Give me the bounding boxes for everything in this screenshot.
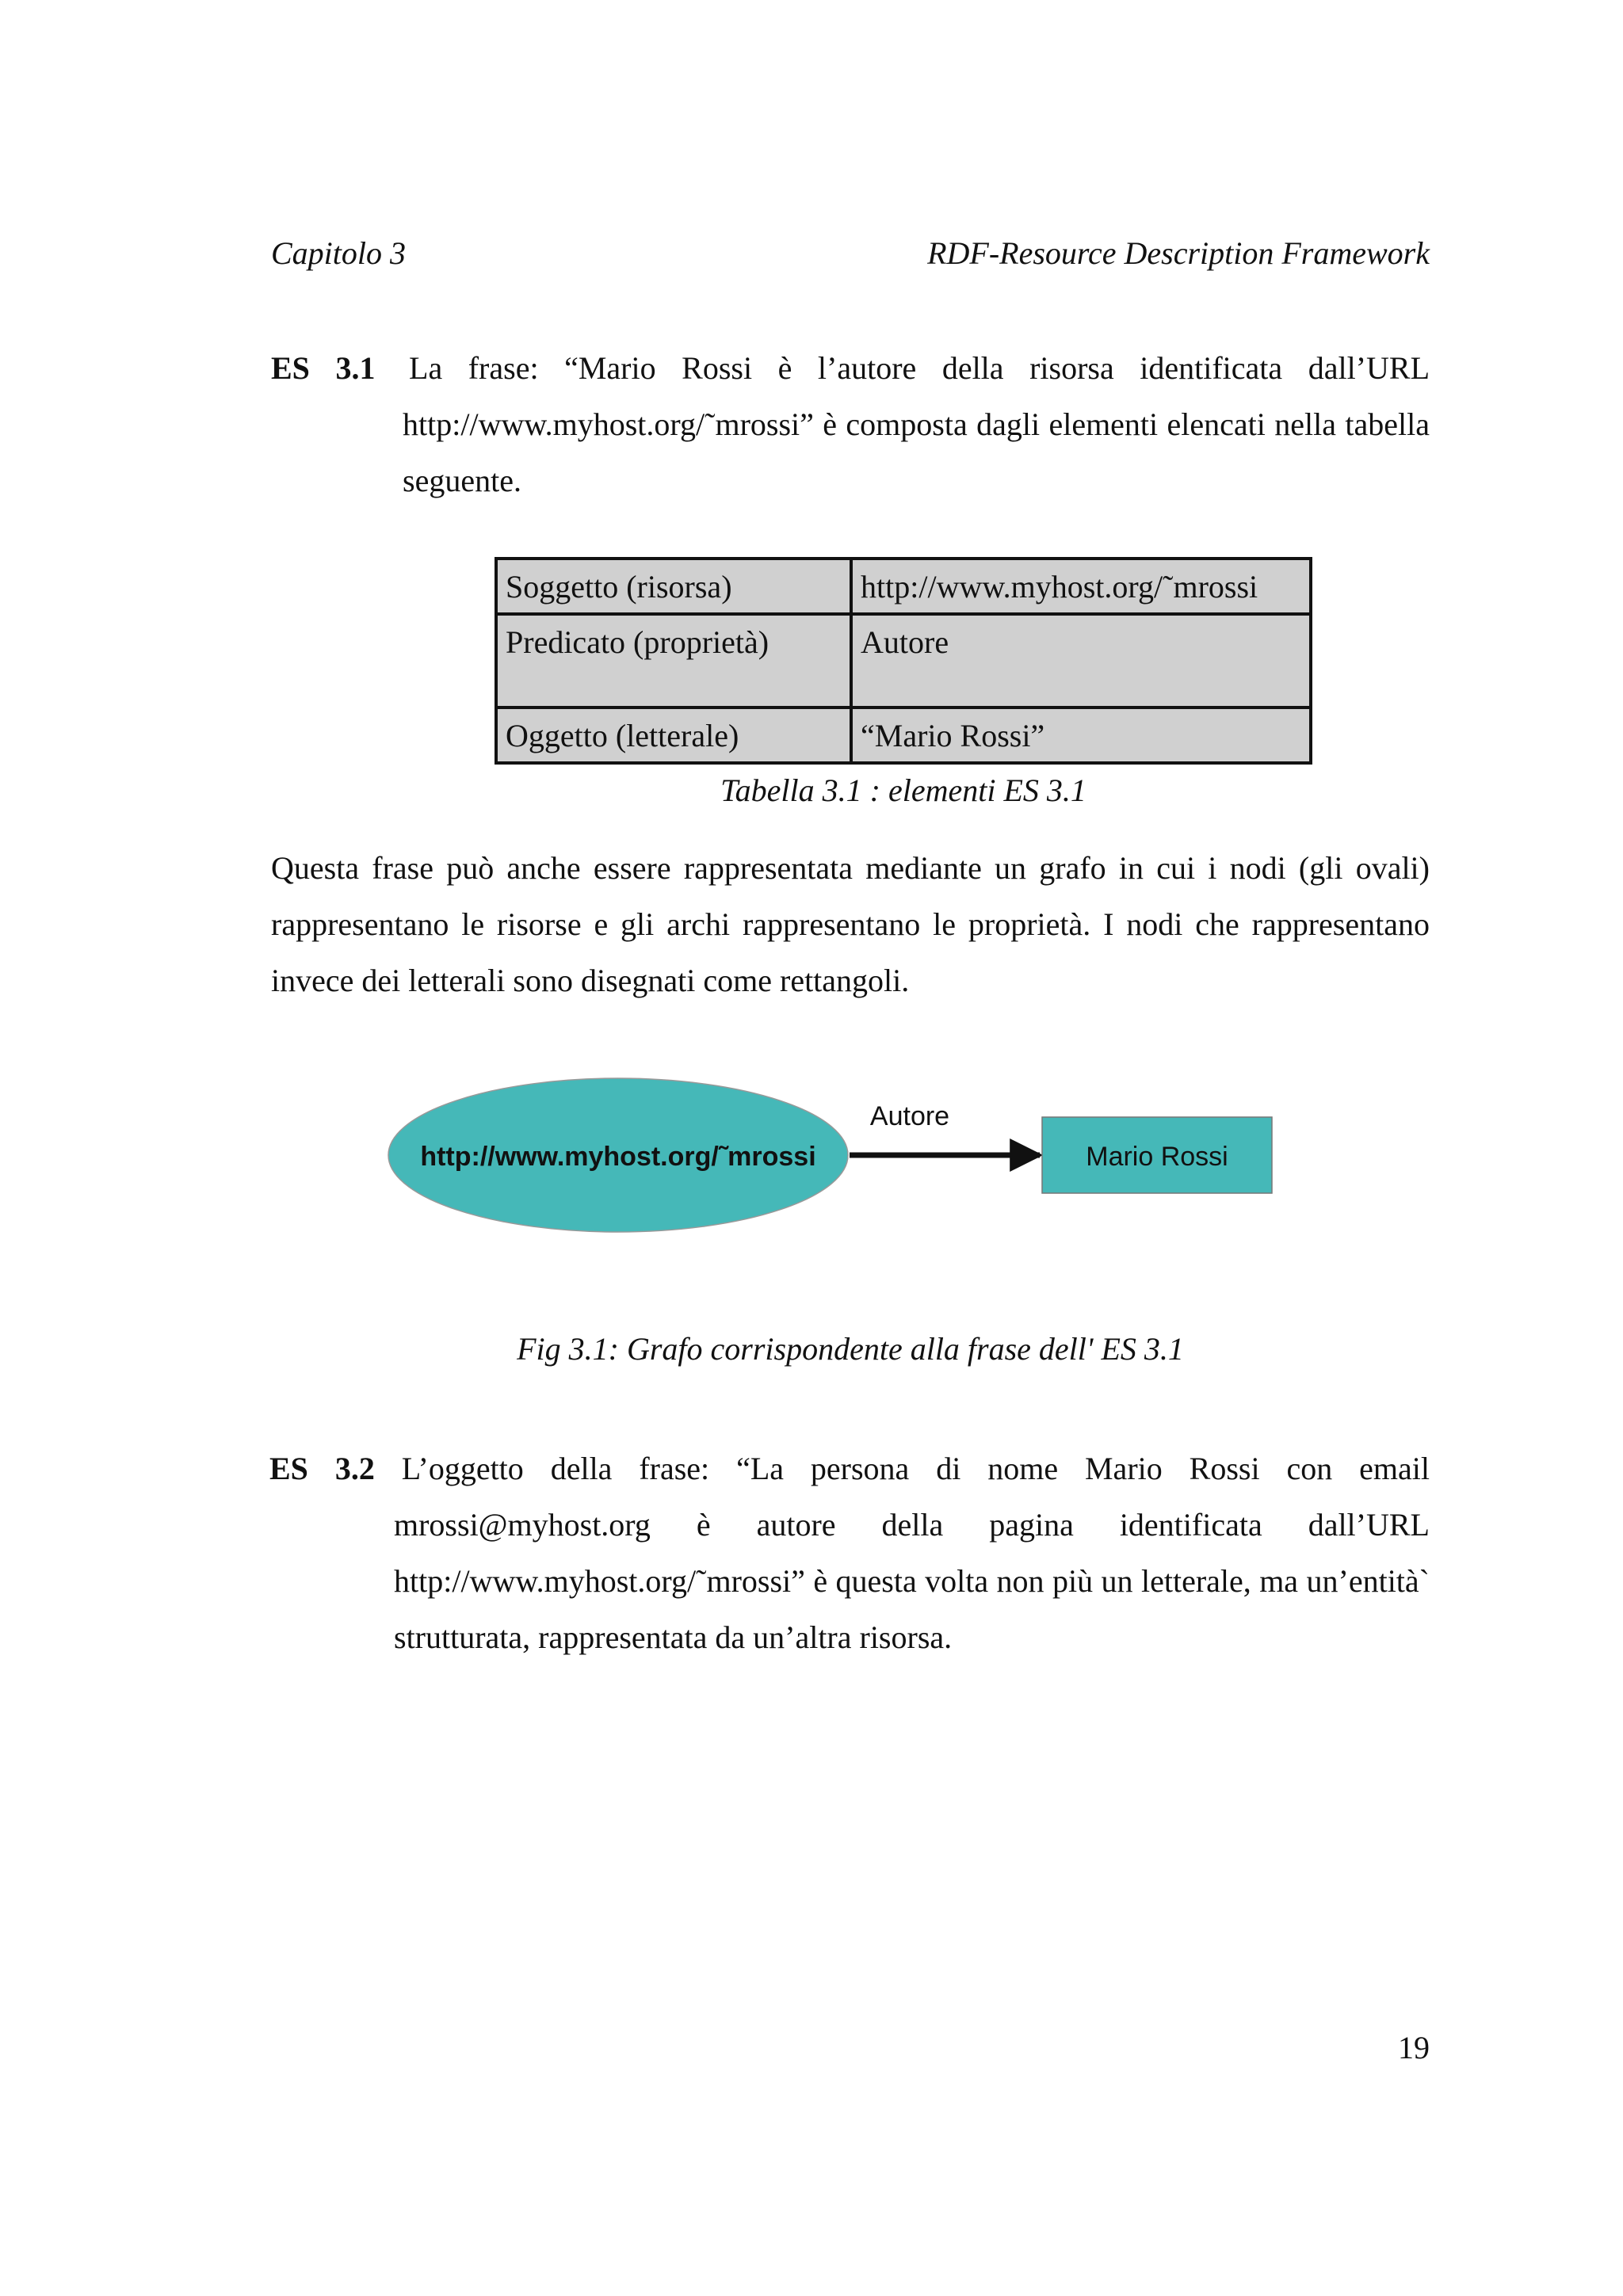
body-paragraph-text: Questa frase può anche essere rappresentata mediante un grafo in cui i nodi (gli ovali) rappresentano le risorse e gli archi rappresentano le proprietà. I nodi che rappresentano invece dei letterali sono disegnati come rettangoli. — [271, 850, 1430, 998]
table-caption: Tabella 3.1 : elementi ES 3.1 — [720, 772, 1086, 808]
figure-caption: Fig 3.1: Grafo corrispondente alla frase dell' ES 3.1 — [517, 1331, 1184, 1367]
example-label: ES 3.1 — [271, 350, 376, 386]
resource-node-label: http://www.myhost.org/˜mrossi — [420, 1142, 816, 1172]
table-row — [496, 707, 1311, 763]
example-3-2-continuation: mrossi@myhost.org è autore della pagina identificata dall’URL http://www.myhost.org/˜mrossi” è questa volta non più un letterale, ma un’entità` strutturata, rappresentata da un’altra risorsa. — [394, 1507, 1430, 1655]
page-number: 19 — [1398, 2030, 1430, 2065]
example-text: La frase: “Mario Rossi è l’autore della risorsa identificata dall’URL — [409, 350, 1430, 386]
literal-node-label: Mario Rossi — [1086, 1142, 1228, 1172]
table-cell-value: Autore — [851, 614, 1311, 707]
table-row — [496, 614, 1311, 707]
example-3-2-first-line — [269, 1440, 1430, 1497]
arc-label: Autore — [869, 1101, 950, 1131]
running-header-section: RDF-Resource Description Framework — [927, 235, 1430, 271]
example-label: ES 3.2 — [269, 1451, 375, 1486]
table-cell-value: http://www.myhost.org/˜mrossi — [851, 559, 1311, 614]
body-paragraph — [271, 840, 1430, 1009]
table-cell-label: Predicato (proprietà) — [496, 614, 851, 707]
running-header-chapter: Capitolo 3 — [271, 235, 407, 271]
example-text: L’oggetto della frase: “La persona di nome Mario Rossi con email — [401, 1451, 1430, 1486]
table-row — [496, 559, 1311, 614]
table-cell-label: Soggetto (risorsa) — [496, 559, 851, 614]
table-cell-value: “Mario Rossi” — [851, 707, 1311, 763]
table-cell-label: Oggetto (letterale) — [496, 707, 851, 763]
elements-table — [495, 557, 1312, 765]
rdf-graph-figure — [380, 1062, 1284, 1252]
example-3-1-continuation: http://www.myhost.org/˜mrossi” è composta dagli elementi elencati nella tabella seguente. — [403, 406, 1430, 498]
example-3-1-first-line — [271, 340, 1430, 396]
